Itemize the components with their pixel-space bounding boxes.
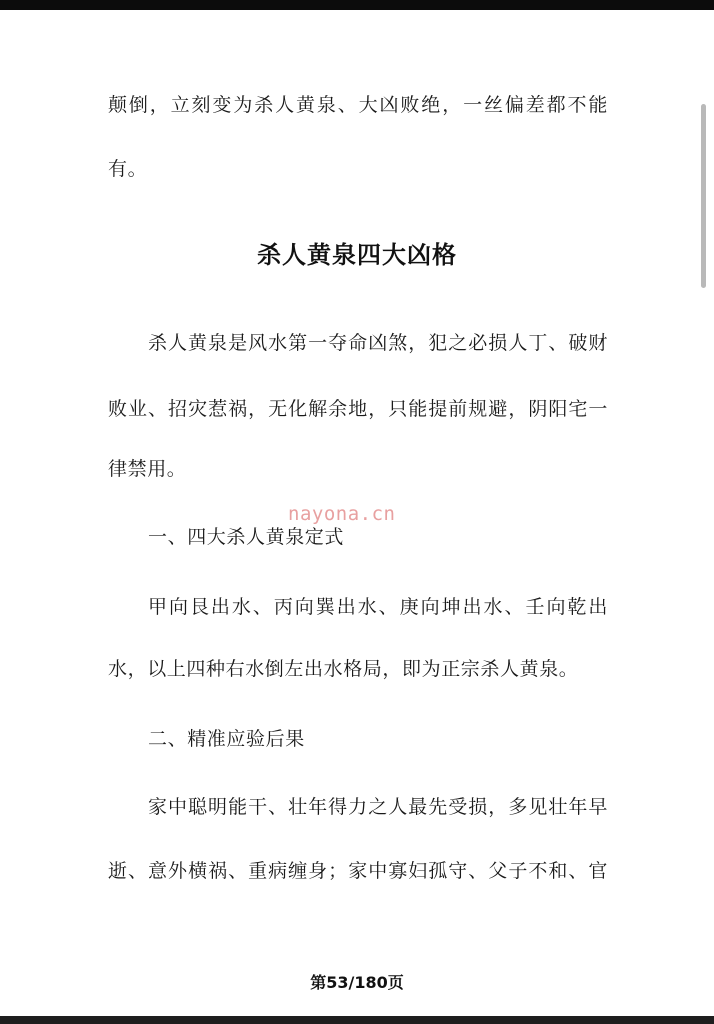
- scrollbar-thumb[interactable]: [701, 104, 706, 288]
- text-line: 败业、招灾惹祸，无化解余地，只能提前规避，阴阳宅一: [108, 398, 608, 420]
- text-line: 有。: [108, 158, 148, 180]
- bottom-bar: [0, 1016, 714, 1024]
- top-bar: [0, 0, 714, 10]
- text-line: 颠倒，立刻变为杀人黄泉、大凶败绝，一丝偏差都不能: [108, 94, 608, 116]
- page-number: 第53/180页: [310, 973, 404, 992]
- text-line: 杀人黄泉是风水第一夺命凶煞，犯之必损人丁、破财: [148, 332, 608, 354]
- watermark: nayona.cn: [288, 503, 396, 525]
- document-page: [0, 10, 714, 1016]
- subsection-heading: 二、精准应验后果: [148, 728, 305, 750]
- subsection-heading: 一、四大杀人黄泉定式: [148, 526, 345, 548]
- text-line: 甲向艮出水、丙向巽出水、庚向坤出水、壬向乾出: [148, 596, 608, 618]
- text-line: 逝、意外横祸、重病缠身；家中寡妇孤守、父子不和、官: [108, 860, 608, 882]
- text-line: 律禁用。: [108, 458, 187, 480]
- text-line: 家中聪明能干、壮年得力之人最先受损，多见壮年早: [148, 796, 608, 818]
- section-title: 杀人黄泉四大凶格: [257, 241, 457, 269]
- text-line: 水，以上四种右水倒左出水格局，即为正宗杀人黄泉。: [108, 658, 579, 680]
